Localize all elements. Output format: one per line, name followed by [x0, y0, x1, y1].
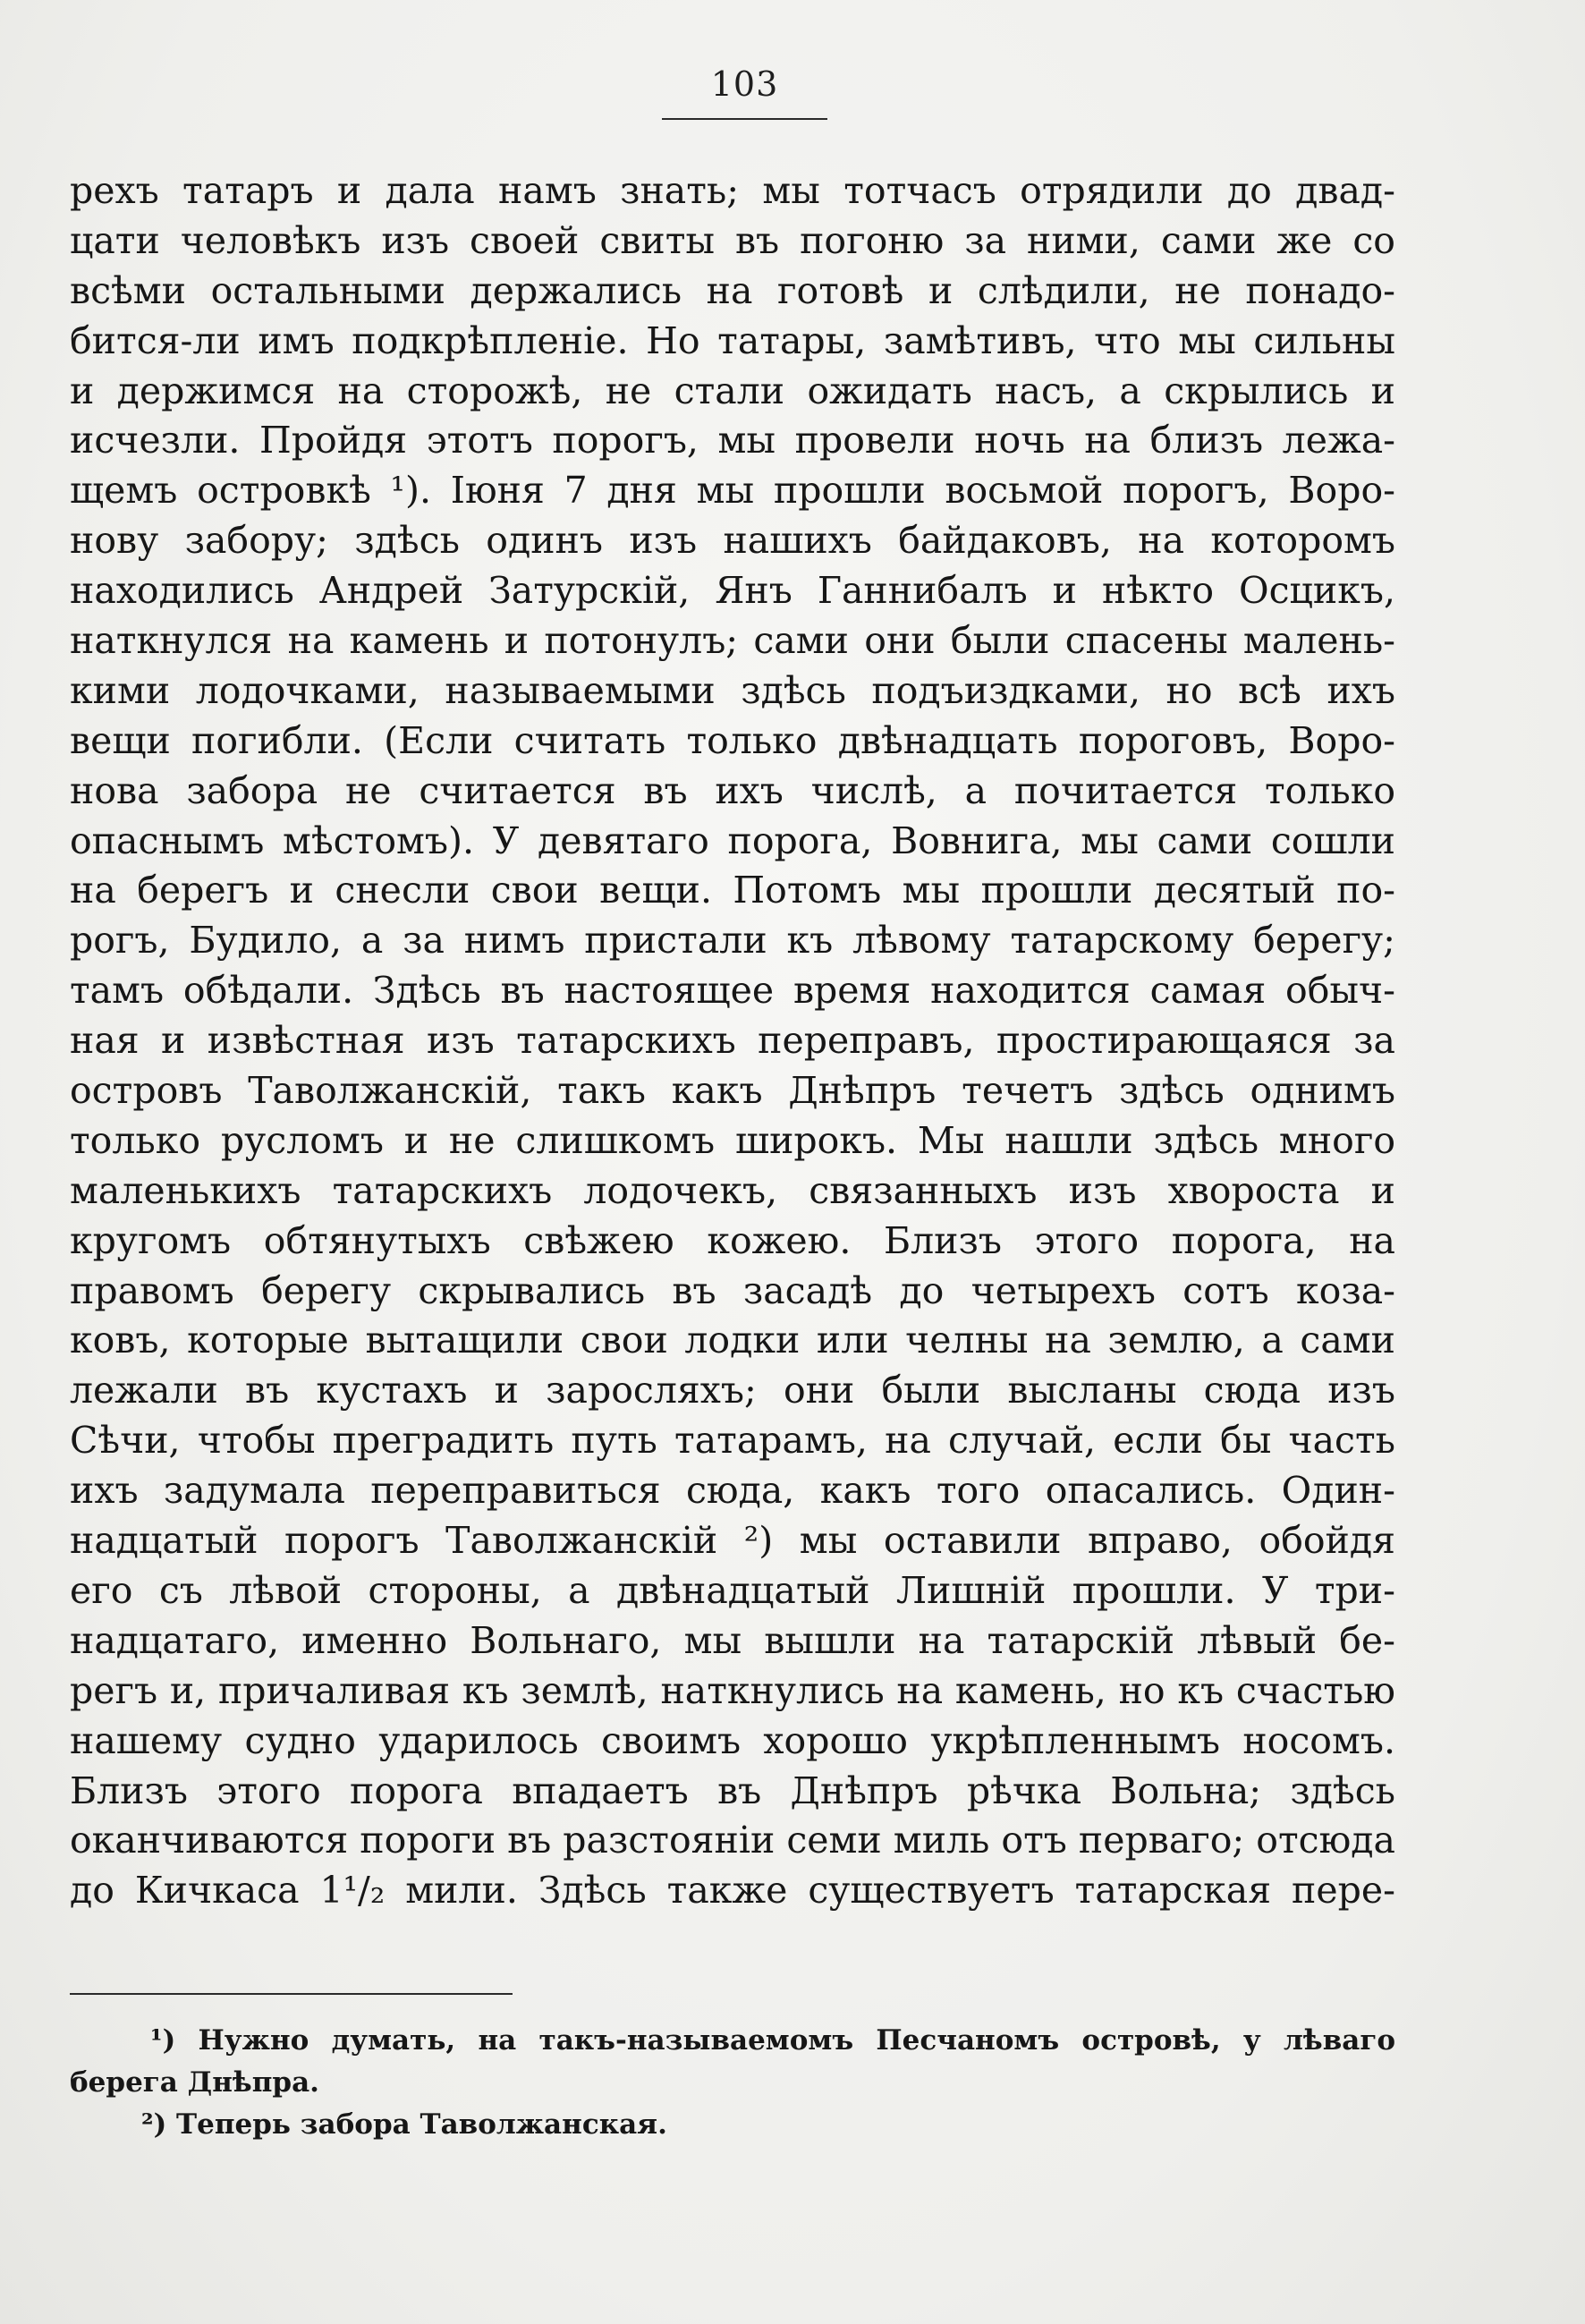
page-number: 103 — [710, 64, 779, 104]
text-line: правомъ берегу скрывались въ засадѣ до четырехъ сотъ коза- — [70, 1268, 1395, 1312]
text-line: ная и извѣстная изъ татарскихъ переправъ, простирающаяся за — [70, 1019, 1395, 1063]
footnote-1: ¹) Нужно думать, на такъ-называемомъ Песчаномъ островѣ, у лѣваго — [150, 2024, 1395, 2057]
text-line: только русломъ и не слишкомъ широкъ. Мы нашли здѣсь много — [70, 1118, 1395, 1162]
text-line: нову забору; здѣсь одинъ изъ нашихъ байдаковъ, на которомъ — [70, 519, 1395, 563]
footnote-1-continued: берега Днѣпра. — [70, 2066, 319, 2099]
text-line: нова забора не считается въ ихъ числѣ, а почитается только — [70, 768, 1395, 812]
text-line: и держимся на сторожѣ, не стали ожидать насъ, а скрылись и — [70, 369, 1395, 412]
text-line: щемъ островкѣ ¹). Іюня 7 дня мы прошли восьмой порогъ, Воро- — [70, 469, 1395, 513]
footnote-rule — [70, 1993, 513, 1995]
footnote-2: ²) Теперь забора Таволжанская. — [141, 2108, 667, 2141]
text-line: находились Андрей Затурскій, Янъ Ганнибалъ и нѣкто Осцикъ, — [70, 569, 1395, 613]
text-line: рехъ татаръ и дала намъ знать; мы тотчасъ отрядили до двад- — [70, 169, 1395, 212]
text-line: Сѣчи, чтобы преградить путь татарамъ, на случай, если бы часть — [70, 1419, 1395, 1463]
text-line: кими лодочками, называемыми здѣсь подъиздками, но всѣ ихъ — [70, 668, 1395, 712]
text-line: лежали въ кустахъ и заросляхъ; они были высланы сюда изъ — [70, 1369, 1395, 1412]
footnotes — [70, 2020, 1395, 2146]
text-line: опаснымъ мѣстомъ). У девятаго порога, Вовнига, мы сами сошли — [70, 818, 1395, 862]
text-line: тамъ обѣдали. Здѣсь въ настоящее время находится самая обыч- — [70, 969, 1395, 1013]
text-line: оканчиваются пороги въ разстояніи семи миль отъ перваго; отсюда — [70, 1819, 1395, 1862]
text-line: ковъ, которые вытащили свои лодки или челны на землю, а сами — [70, 1319, 1395, 1362]
text-line: маленькихъ татарскихъ лодочекъ, связанныхъ изъ хвороста и — [70, 1168, 1395, 1212]
text-line: регъ и, причаливая къ землѣ, наткнулись на камень, но къ счастью — [70, 1668, 1395, 1712]
text-line: вещи погибли. (Если считать только двѣнадцать пороговъ, Воро- — [70, 718, 1395, 762]
text-line: ихъ задумала переправиться сюда, какъ того опасались. Один- — [70, 1469, 1395, 1513]
text-line: Близъ этого порога впадаетъ въ Днѣпръ рѣчка Вольна; здѣсь — [70, 1768, 1395, 1812]
text-line: всѣми остальными держались на готовѣ и слѣдили, не понадо- — [70, 268, 1395, 312]
text-line: кругомъ обтянутыхъ свѣжею кожею. Близъ этого порога, на — [70, 1218, 1395, 1262]
text-line: надцатаго, именно Вольнаго, мы вышли на татарскій лѣвый бе- — [70, 1618, 1395, 1662]
page-number-rule — [662, 118, 827, 120]
text-line: на берегъ и снесли свои вещи. Потомъ мы прошли десятый по- — [70, 869, 1395, 912]
text-line: цати человѣкъ изъ своей свиты въ погоню за ними, сами же со — [70, 218, 1395, 262]
text-line: наткнулся на камень и потонулъ; сами они были спасены малень- — [70, 619, 1395, 663]
text-line: исчезли. Пройдя этотъ порогъ, мы провели ночь на близъ лежа- — [70, 419, 1395, 462]
text-line: надцатый порогъ Таволжанскій ²) мы оставили вправо, обойдя — [70, 1519, 1395, 1563]
text-line: до Кичкаса 1¹/₂ мили. Здѣсь также существуетъ татарская пере- — [70, 1869, 1395, 1913]
text-line: нашему судно ударилось своимъ хорошо укрѣпленнымъ носомъ. — [70, 1718, 1395, 1762]
text-line: островъ Таволжанскій, такъ какъ Днѣпръ течетъ здѣсь однимъ — [70, 1069, 1395, 1113]
body-text — [70, 166, 1395, 1916]
text-line: его съ лѣвой стороны, а двѣнадцатый Лишній прошли. У три- — [70, 1568, 1395, 1612]
text-line: рогъ, Будило, а за нимъ пристали къ лѣвому татарскому берегу; — [70, 919, 1395, 963]
text-line: бится-ли имъ подкрѣпленіе. Но татары, замѣтивъ, что мы сильны — [70, 318, 1395, 362]
